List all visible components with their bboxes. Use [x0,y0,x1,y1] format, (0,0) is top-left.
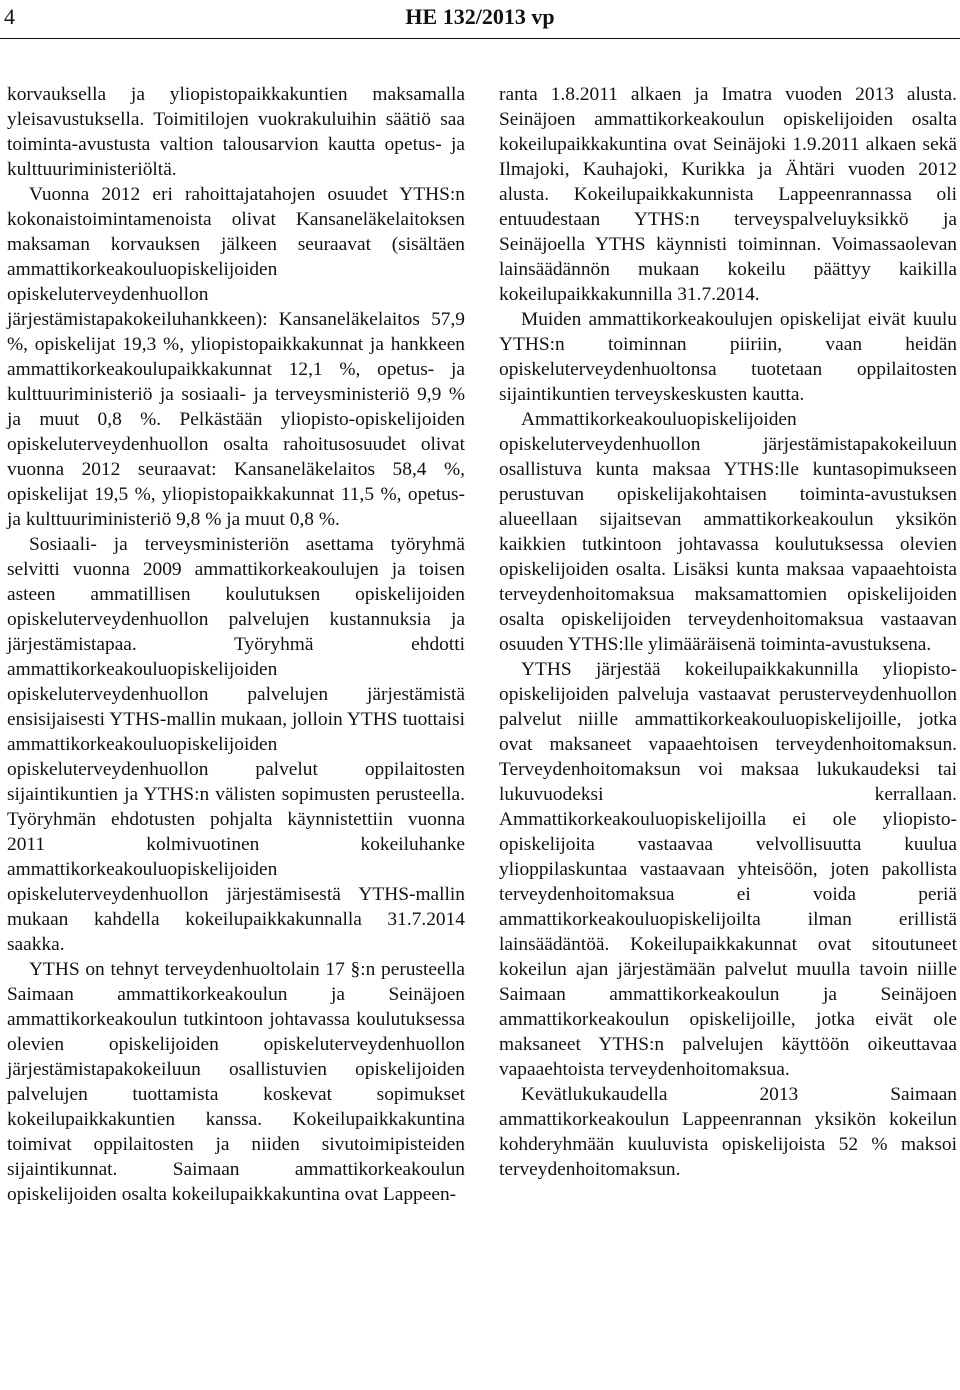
page-number: 4 [4,4,15,29]
left-column [7,82,465,1207]
paragraph: YTHS järjestää kokeilupaikkakunnilla yliopisto-opiskelijoiden palveluja vastaavat perusterveydenhuollon palvelut niille ammattikorkeakouluopiskelijoille, jotka ovat maksaneet vapaaehtoisen terveydenhoitomaksun. Terveydenhoitomaksun voi maksaa lukukaudeksi tai lukuvuodeksi kerrallaan. Ammattikorkeakouluopiskelijoilla ei ole yliopisto-opiskelijoita vastaavaa velvollisuutta kuulua ylioppilaskuntaa vastaavaan yhteisöön, joten pakollista terveydenhoitomaksua ei voida periä ammattikorkeakouluopiskelijoilta ilman erillistä lainsäädäntöä. Kokeilupaikkakunnat ovat sitoutuneet kokeilun ajan järjestämään palvelut muulla tavoin niille Saimaan ammattikorkeakoulun ja Seinäjoen ammattikorkeakoulun opiskelijoille, jotka eivät ole maksaneet YTHS:n palvelujen käyttöön oikeuttavaa vapaaehtoista terveydenhoitomaksua. [499,659,957,1080]
paragraph: Muiden ammattikorkeakoulujen opiskelijat eivät kuulu YTHS:n toiminnan piiriin, vaan heidän opiskeluterveydenhuoltonsa tuotetaan oppilaitosten sijaintikuntien terveyskeskusten kautta. [499,309,957,405]
paragraph: ranta 1.8.2011 alkaen ja Imatra vuoden 2013 alusta. Seinäjoen ammattikorkeakoulun opiskelijoiden osalta kokeilupaikkakuntina ovat Seinäjoki 1.9.2011 alkaen sekä Ilmajoki, Kauhajoki, Kurikka ja Ähtäri vuoden 2012 alusta. Kokeilupaikkakunnista Lappeenrannassa oli entuudestaan YTHS:n terveyspalveluyksikkö ja Seinäjoella YTHS käynnisti toiminnan. Voimassaolevan lainsäädännön mukaan kokeilu päättyy kaikilla kokeilupaikkakunnilla 31.7.2014. [499,84,957,305]
paragraph: Kevätlukukaudella 2013 Saimaan ammattikorkeakoulun Lappeenrannan yksikön kokeilun kohderyhmään kuuluvista opiskelijoista 52 % maksoi terveydenhoitomaksun. [499,1084,957,1180]
page-header [0,0,960,40]
right-column [499,82,957,1182]
header-divider [0,38,960,39]
paragraph: Vuonna 2012 eri rahoittajatahojen osuudet YTHS:n kokonaistoimintamenoista olivat Kansaneläkelaitoksen maksaman korvauksen jälkeen seuraavat (sisältäen ammattikorkeakouluopiskelijoiden opiskeluterveydenhuollon järjestämistapakokeiluhankkeen): Kansaneläkelaitos 57,9 %, opiskelijat 19,3 %, yliopistopaikkakunnat ja hankkeen ammattikorkeakoulupaikkakunnat 12,1 %, opetus- ja kulttuuriministeriö ja sosiaali- ja terveysministeriö 9,9 % ja muut 0,8 %. Pelkästään yliopisto-opiskelijoiden opiskeluterveydenhuollon osalta rahoitusosuudet olivat vuonna 2012 seuraavat: Kansaneläkelaitos 58,4 %, opiskelijat 19,5 %, yliopistopaikkakunnat 11,5 %, opetus- ja kulttuuriministeriö 9,8 % ja muut 0,8 %. [7,184,465,530]
paragraph: Ammattikorkeakouluopiskelijoiden opiskeluterveydenhuollon järjestämistapakokeiluun osallistuva kunta maksaa YTHS:lle kuntasopimukseen perustuvan opiskelijakohtaisen toiminta-avustuksen alueellaan sijaitsevan ammattikorkeakoulun yksikön kaikkien tutkintoon johtavassa koulutuksessa olevien opiskelijoiden osalta. Lisäksi kunta maksaa vapaaehtoista terveydenhoitomaksua maksamattomien opiskelijoiden osalta opiskelijoiden terveydenhoitomaksua vastaavan osuuden YTHS:lle ylimääräisenä toiminta-avustuksena. [499,409,957,655]
paragraph: Sosiaali- ja terveysministeriön asettama työryhmä selvitti vuonna 2009 ammattikorkeakoulujen ja toisen asteen ammatillisen koulutuksen opiskelijoiden opiskeluterveydenhuollon palvelujen kustannuksia ja järjestämistapaa. Työryhmä ehdotti ammattikorkeakouluopiskelijoiden opiskeluterveydenhuollon palvelujen järjestämistä ensisijaisesti YTHS-mallin mukaan, jolloin YTHS tuottaisi ammattikorkeakouluopiskelijoiden opiskeluterveydenhuollon palvelut oppilaitosten sijaintikuntien ja YTHS:n välisten sopimusten perusteella. Työryhmän ehdotusten pohjalta käynnistettiin vuonna 2011 kolmivuotinen kokeiluhanke ammattikorkeakouluopiskelijoiden opiskeluterveydenhuollon järjestämisestä YTHS-mallin mukaan kahdella kokeilupaikkakunnalla 31.7.2014 saakka. [7,534,465,955]
document-id: HE 132/2013 vp [405,4,555,29]
paragraph: YTHS on tehnyt terveydenhuoltolain 17 §:n perusteella Saimaan ammattikorkeakoulun ja Seinäjoen ammattikorkeakoulun tutkintoon johtavassa koulutuksessa olevien opiskelijoiden opiskeluterveydenhuollon järjestämistapakokeiluun osallistuvien opiskelijoiden palvelujen tuottamista koskevat sopimukset kokeilupaikkakuntien kanssa. Kokeilupaikkakuntina toimivat oppilaitosten ja niiden sivutoimipisteiden sijaintikunnat. Saimaan ammattikorkeakoulun opiskelijoiden osalta kokeilupaikkakuntina ovat Lappeen- [7,959,465,1205]
paragraph: korvauksella ja yliopistopaikkakuntien maksamalla yleisavustuksella. Toimitilojen vuokrakuluihin säätiö saa toiminta-avustusta valtion talousarvion kautta opetus- ja kulttuuriministeriöltä. [7,84,465,180]
